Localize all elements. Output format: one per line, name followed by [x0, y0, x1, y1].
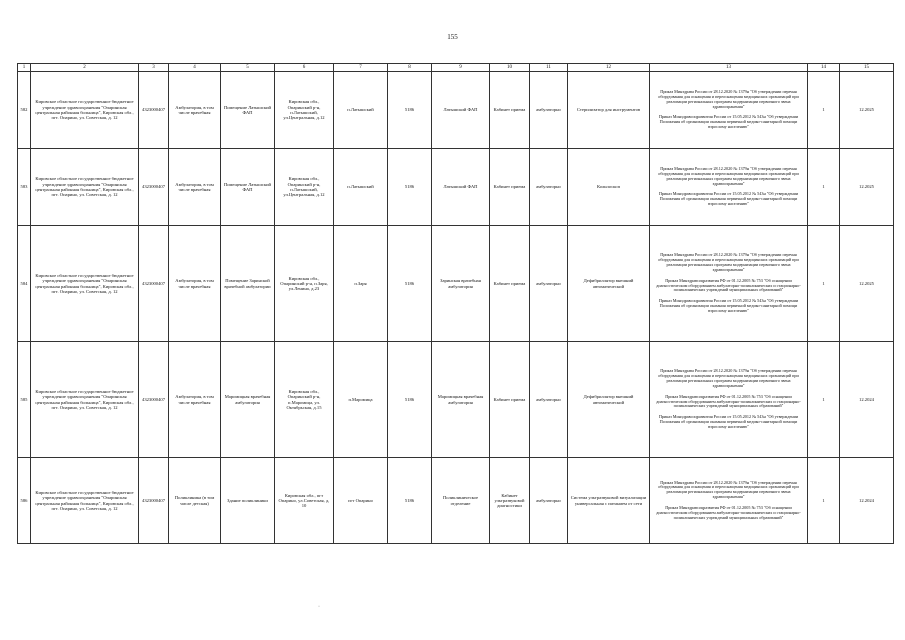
regulation-paragraph: Приказ Минздрава России от 28.12.2020 № 1379н "Об утверждении перечня оборудования для оснащения и переоснащения медицинских организаций при реализации региональных программ модернизации первичного звена здравоохранения" [658, 89, 799, 109]
equipment-cell: Система ультразвуковой визуализации универсальная с питанием от сети [568, 458, 650, 544]
premises-cell: Маромицкая врачебная амбулатория [221, 342, 275, 458]
column-header-11: 11 [530, 64, 568, 72]
code-cell: 5186 [388, 226, 432, 342]
equipment-cell: Дефибриллятор внешний автоматический [568, 342, 650, 458]
address-cell: Кировская обл., Опаринский р-н, п.Латышский, ул.Центральная, д.12 [275, 72, 334, 149]
care-mode-cell: амбулаторно [530, 149, 568, 226]
equipment-cell: Кольпоскоп [568, 149, 650, 226]
regulation-cell [650, 226, 808, 342]
quantity-cell: 1 [808, 149, 840, 226]
column-header-13: 13 [650, 64, 808, 72]
column-header-15: 15 [840, 64, 894, 72]
code-cell: 5186 [388, 458, 432, 544]
quantity-cell: 1 [808, 226, 840, 342]
inn-cell: 4323000407 [139, 72, 169, 149]
premises-cell: Помещение Латышский ФАП [221, 72, 275, 149]
organization-cell: Кировское областное государственное бюджетное учреждение здравоохранения "Опаринская центральная районная больница", Кировская обл., пгт. Опарино, ул. Советская, д. 12 [31, 72, 139, 149]
facility-type-cell: Амбулатория, в том числе врачебная [169, 342, 221, 458]
table-row [18, 458, 894, 544]
regulation-paragraph: Приказ Минздравсоцразвития РФ от 01.12.2005 № 753 "Об оснащении диагностическим оборудованием амбулаторно-поликлинических и стационарно-поликлинических учреждений муниципальных образований" [656, 504, 801, 520]
code-cell: 5186 [388, 149, 432, 226]
facility-type-cell: Амбулатория, в том числе врачебная [169, 72, 221, 149]
room-cell: Кабинет приема [490, 342, 530, 458]
inn-cell: 4323000407 [139, 458, 169, 544]
column-header-14: 14 [808, 64, 840, 72]
row-number: 583 [18, 149, 31, 226]
settlement-cell: п.Латышский [334, 149, 388, 226]
settlement-cell: п.Маромица [334, 342, 388, 458]
date-cell: 12.2024 [840, 342, 894, 458]
quantity-cell: 1 [808, 342, 840, 458]
organization-cell: Кировское областное государственное бюджетное учреждение здравоохранения "Опаринская центральная районная больница", Кировская обл., пгт. Опарино, ул. Советская, д. 12 [31, 458, 139, 544]
date-cell: 12.2024 [840, 458, 894, 544]
column-header-5: 5 [221, 64, 275, 72]
room-cell: Кабинет ультразвуковой диагностики [490, 458, 530, 544]
care-mode-cell: амбулаторно [530, 342, 568, 458]
settlement-cell: п.Латышский [334, 72, 388, 149]
regulation-paragraph: Приказ Минздрава России от 28.12.2020 № 1379н "Об утверждении перечня оборудования для оснащения и переоснащения медицинских организаций при реализации региональных программ модернизации первичного звена здравоохранения" [658, 479, 799, 500]
stray-mark: · [318, 604, 320, 610]
premises-cell: Помещение Заринской врачебной амбулатории [221, 226, 275, 342]
regulation-cell [650, 342, 808, 458]
department-cell: Латышский ФАП [432, 149, 490, 226]
column-header-8: 8 [388, 64, 432, 72]
column-header-10: 10 [490, 64, 530, 72]
care-mode-cell: амбулаторно [530, 458, 568, 544]
column-header-2: 2 [31, 64, 139, 72]
regulation-paragraph: Приказ Минздравсоцразвития России от 15.05.2012 № 543н "Об утверждении Положения об организации оказания первичной медико-санитарной помощи взрослому населению" [658, 191, 799, 207]
room-cell: Кабинет приема [490, 149, 530, 226]
inn-cell: 4323000407 [139, 342, 169, 458]
header-row [18, 64, 894, 72]
column-header-7: 7 [334, 64, 388, 72]
facility-type-cell: Амбулатория, в том числе врачебная [169, 149, 221, 226]
facility-type-cell: Амбулатория, в том числе врачебная [169, 226, 221, 342]
row-number: 584 [18, 226, 31, 342]
page-number: 155 [447, 33, 458, 41]
address-cell: Кировская обл., Опаринский р-н, п.Маромица, ул. Октябрьская, д.15 [275, 342, 334, 458]
department-cell: Маромицкая врачебная амбулатория [432, 342, 490, 458]
regulation-cell [650, 458, 808, 544]
regulation-paragraph: Приказ Минздравсоцразвития России от 15.05.2012 № 543н "Об утверждении Положения об организации оказания первичной медико-санитарной помощи взрослому населению" [658, 114, 799, 130]
care-mode-cell: амбулаторно [530, 72, 568, 149]
settlement-cell: п.Заря [334, 226, 388, 342]
date-cell: 12.2025 [840, 149, 894, 226]
address-cell: Кировская обл., Опаринский р-н, п.Латышский, ул.Центральная, д.12 [275, 149, 334, 226]
inn-cell: 4323000407 [139, 226, 169, 342]
table-row [18, 226, 894, 342]
date-cell: 12.2025 [840, 226, 894, 342]
regulation-paragraph: Приказ Минздравсоцразвития России от 15.05.2012 № 543н "Об утверждении Положения об организации оказания первичной медико-санитарной помощи взрослому населению" [658, 414, 799, 429]
equipment-cell: Стерилизатор для инструментов [568, 72, 650, 149]
column-header-6: 6 [275, 64, 334, 72]
quantity-cell: 1 [808, 72, 840, 149]
column-header-9: 9 [432, 64, 490, 72]
column-header-4: 4 [169, 64, 221, 72]
department-cell: Поликлиническое отделение [432, 458, 490, 544]
column-header-12: 12 [568, 64, 650, 72]
table-row [18, 149, 894, 226]
date-cell: 12.2025 [840, 72, 894, 149]
row-number: 585 [18, 342, 31, 458]
regulation-paragraph: Приказ Минздравсоцразвития России от 15.05.2012 № 543н "Об утверждении Положения об организации оказания первичной медико-санитарной помощи взрослому населению" [658, 298, 799, 313]
column-header-1: 1 [18, 64, 31, 72]
equipment-cell: Дефибриллятор внешний автоматический [568, 226, 650, 342]
room-cell: Кабинет приема [490, 226, 530, 342]
address-cell: Кировская обл., пгт Опарино, ул.Советская, д. 10 [275, 458, 334, 544]
premises-cell: Здание поликлиники [221, 458, 275, 544]
code-cell: 5186 [388, 342, 432, 458]
row-number: 586 [18, 458, 31, 544]
care-mode-cell: амбулаторно [530, 226, 568, 342]
facility-type-cell: Поликлиника (в том числе детская) [169, 458, 221, 544]
regulation-paragraph: Приказ Минздрава России от 28.12.2020 № 1379н "Об утверждении перечня оборудования для оснащения и переоснащения медицинских организаций при реализации региональных программ модернизации первичного звена здравоохранения" [658, 252, 799, 272]
inn-cell: 4323000407 [139, 149, 169, 226]
regulation-cell [650, 149, 808, 226]
regulation-paragraph: Приказ Минздравсоцразвития РФ от 01.12.2005 № 753 "Об оснащении диагностическим оборудованием амбулаторно-поликлинических и стационарно-поликлинических учреждений муниципальных образований" [656, 393, 801, 409]
regulation-paragraph: Приказ Минздравсоцразвития РФ от 01.12.2005 № 753 "Об оснащении диагностическим оборудованием амбулаторно-поликлинических и стационарно-поликлинических учреждений муниципальных образований" [656, 277, 801, 293]
equipment-register-table [17, 63, 894, 544]
organization-cell: Кировское областное государственное бюджетное учреждение здравоохранения "Опаринская центральная районная больница", Кировская обл., пгт. Опарино, ул. Советская, д. 12 [31, 149, 139, 226]
code-cell: 5186 [388, 72, 432, 149]
row-number: 582 [18, 72, 31, 149]
column-header-3: 3 [139, 64, 169, 72]
organization-cell: Кировское областное государственное бюджетное учреждение здравоохранения "Опаринская центральная районная больница", Кировская обл., пгт. Опарино, ул. Советская, д. 12 [31, 342, 139, 458]
department-cell: Заринская врачебная амбулатория [432, 226, 490, 342]
address-cell: Кировская обл., Опаринский р-н, п.Заря, ул.Ленина, д.23 [275, 226, 334, 342]
premises-cell: Помещение Латышский ФАП [221, 149, 275, 226]
quantity-cell: 1 [808, 458, 840, 544]
organization-cell: Кировское областное государственное бюджетное учреждение здравоохранения "Опаринская центральная районная больница", Кировская обл., пгт. Опарино, ул. Советская, д. 12 [31, 226, 139, 342]
regulation-paragraph: Приказ Минздрава России от 28.12.2020 № 1379н "Об утверждении перечня оборудования для оснащения и переоснащения медицинских организаций при реализации региональных программ модернизации первичного звена здравоохранения" [658, 166, 799, 186]
table-row [18, 72, 894, 149]
regulation-cell [650, 72, 808, 149]
settlement-cell: пгт Опарино [334, 458, 388, 544]
room-cell: Кабинет приема [490, 72, 530, 149]
table-row [18, 342, 894, 458]
department-cell: Латышский ФАП [432, 72, 490, 149]
regulation-paragraph: Приказ Минздрава России от 28.12.2020 № 1379н "Об утверждении перечня оборудования для оснащения и переоснащения медицинских организаций при реализации региональных программ модернизации первичного звена здравоохранения" [658, 368, 799, 388]
